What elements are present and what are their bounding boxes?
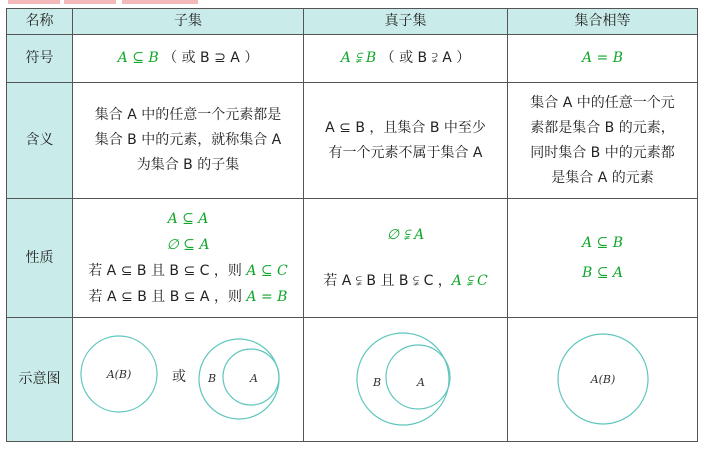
property-proper <box>304 199 508 317</box>
property-subset-1: A ⊆ A <box>167 211 209 228</box>
property-subset-3 <box>79 258 297 284</box>
property-proper-2-result: A ⫋ C <box>451 273 488 290</box>
property-proper-2 <box>310 258 501 304</box>
meaning-subset-line-3: 为集合 B 的子集 <box>136 157 240 174</box>
symbol-proper-main: A ⫋ B <box>340 50 377 67</box>
property-label: 性质 <box>7 199 73 317</box>
header-proper-subset: 真子集 <box>304 9 508 35</box>
property-row <box>7 199 698 317</box>
meaning-proper-line-1: A ⊆ B ，且集合 B 中至少 <box>325 119 486 136</box>
symbol-proper <box>304 35 508 83</box>
venn-subset-inner-label: A <box>250 372 258 386</box>
property-subset-3-result: A ⊆ C <box>246 263 288 280</box>
top-decoration-left <box>8 0 60 4</box>
property-equal-2: B ⊆ A <box>581 265 624 282</box>
meaning-equal-line-1: 集合 A 中的任意一个元 <box>530 94 675 111</box>
header-name: 名称 <box>7 9 73 35</box>
set-relations-table <box>6 8 698 442</box>
meaning-equal-line-4: 是集合 A 的元素 <box>551 169 654 186</box>
diagram-row <box>7 317 698 441</box>
property-equal <box>508 199 698 317</box>
property-subset-3-prefix: 若 A ⊆ B 且 B ⊆ C ，则 <box>88 263 247 280</box>
meaning-row <box>7 83 698 199</box>
venn-subset-outer-label: B <box>207 372 217 386</box>
venn-proper-outer-circle <box>357 333 449 425</box>
property-equal-1: A ⊆ B <box>581 235 624 252</box>
meaning-equal-line-2: 素都是集合 B 的元素， <box>530 119 675 136</box>
diagram-subset <box>73 317 304 441</box>
meaning-subset-line-1: 集合 A 中的任意一个元素都是 <box>94 107 282 124</box>
property-proper-1: ∅ ⫋ A <box>386 227 425 244</box>
diagram-proper <box>304 317 508 441</box>
property-subset-4 <box>79 284 297 310</box>
header-subset: 子集 <box>73 9 304 35</box>
meaning-proper-line-2: 有一个元素不属于集合 A <box>328 144 483 161</box>
header-row <box>7 9 698 35</box>
symbol-subset <box>73 35 304 83</box>
venn-subset-left-label: A(B) <box>106 368 132 382</box>
venn-equal-label: A(B) <box>590 373 615 387</box>
symbol-subset-main: A ⊆ B <box>117 50 159 67</box>
venn-equal-svg <box>543 323 663 435</box>
property-subset-2: ∅ ⊆ A <box>166 237 210 254</box>
symbol-label: 符号 <box>7 35 73 83</box>
meaning-equal <box>508 83 698 199</box>
venn-proper-svg <box>311 323 501 435</box>
meaning-subset-line-2: 集合 B 中的元素，就称集合 A <box>94 132 282 149</box>
symbol-row <box>7 35 698 83</box>
venn-proper-inner-label: A <box>416 376 425 390</box>
meaning-subset <box>73 83 304 199</box>
symbol-equal <box>508 35 698 83</box>
top-decoration-right <box>122 0 198 4</box>
venn-proper-outer-label: B <box>372 376 381 390</box>
symbol-subset-paren: （ 或 B ⊇ A ） <box>163 50 259 67</box>
diagram-equal <box>508 317 698 441</box>
meaning-proper <box>304 83 508 199</box>
symbol-equal-main: A = B <box>581 50 624 67</box>
property-proper-2-prefix: 若 A ⫋ B 且 B ⫋ C ， <box>323 273 452 290</box>
header-set-equal: 集合相等 <box>508 9 698 35</box>
property-subset-4-result: A = B <box>246 289 288 306</box>
top-decoration-mid <box>64 0 116 4</box>
venn-subset-svg <box>79 329 297 429</box>
symbol-proper-paren: （ 或 B ⫌ A ） <box>380 50 471 67</box>
property-subset <box>73 199 304 317</box>
property-subset-4-prefix: 若 A ⊆ B 且 B ⊆ A ，则 <box>88 289 247 306</box>
diagram-label: 示意图 <box>7 317 73 441</box>
meaning-label: 含义 <box>7 83 73 199</box>
venn-or-text: 或 <box>172 369 186 386</box>
meaning-equal-line-3: 同时集合 B 中的元素都 <box>530 144 675 161</box>
